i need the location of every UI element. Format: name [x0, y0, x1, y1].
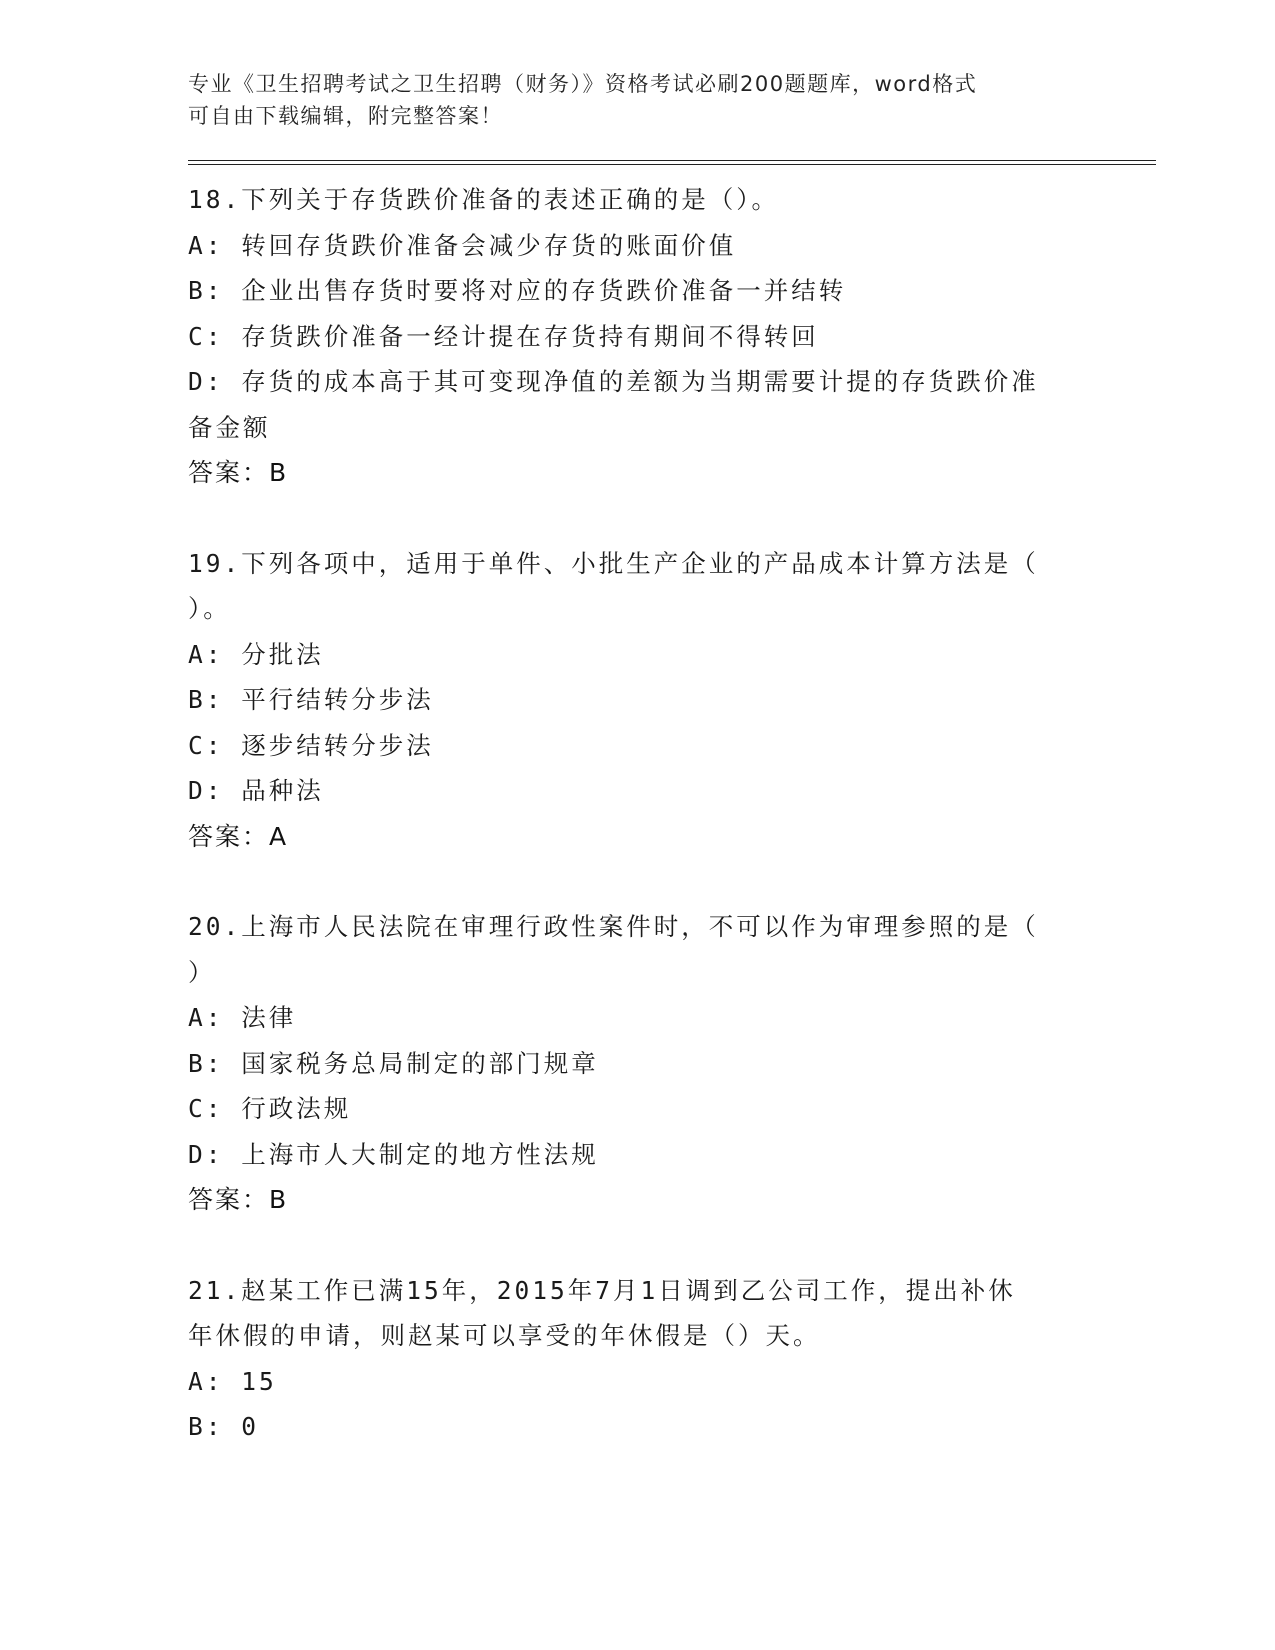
question-19 — [188, 541, 1088, 860]
header-line-2: 可自由下载编辑，附完整答案！ — [188, 104, 503, 128]
answer-label: 答案：B — [188, 458, 289, 487]
option-a: A: 15 — [188, 1366, 277, 1396]
option-a: A: 法律 — [188, 1003, 297, 1032]
question-20 — [188, 904, 1088, 1223]
option-a: A: 转回存货跌价准备会减少存货的账面价值 — [188, 230, 737, 260]
answer-label: 答案：A — [188, 821, 289, 851]
question-stem: 21.赵某工作已满15年，2015年7月1日调到乙公司工作，提出补休 — [188, 1275, 1016, 1305]
option-b: B: 0 — [188, 1412, 260, 1441]
option-b: B: 平行结转分步法 — [188, 685, 434, 714]
option-d: D: 存货的成本高于其可变现净值的差额为当期需要计提的存货跌价准 — [188, 367, 1039, 396]
option-c: C: 行政法规 — [188, 1094, 352, 1123]
question-stem: 19.下列各项中，适用于单件、小批生产企业的产品成本计算方法是（ — [188, 548, 1039, 578]
document-header — [188, 68, 1088, 132]
option-a: A: 分批法 — [188, 639, 324, 669]
header-line-1: 专业《卫生招聘考试之卫生招聘（财务）》资格考试必刷200题题库，word格式 — [188, 72, 978, 96]
option-d: D: 品种法 — [188, 776, 324, 805]
question-18 — [188, 177, 1088, 496]
document-page — [188, 68, 1088, 1450]
option-b: B: 企业出售存货时要将对应的存货跌价准备一并结转 — [188, 276, 847, 305]
question-stem: 18.下列关于存货跌价准备的表述正确的是（）。 — [188, 185, 779, 214]
header-double-rule — [188, 160, 1156, 165]
question-stem-continued: ）。 — [188, 594, 231, 623]
question-stem-continued: ） — [188, 957, 216, 987]
option-d-continued: 备金额 — [188, 412, 271, 442]
option-c: C: 逐步结转分步法 — [188, 730, 434, 760]
option-d: D: 上海市人大制定的地方性法规 — [188, 1139, 599, 1169]
question-stem-continued: 年休假的申请，则赵某可以享受的年休假是（）天。 — [188, 1321, 821, 1350]
option-c: C: 存货跌价准备一经计提在存货持有期间不得转回 — [188, 321, 819, 351]
question-stem: 20.上海市人民法院在审理行政性案件时，不可以作为审理参照的是（ — [188, 912, 1039, 941]
question-21 — [188, 1268, 1088, 1450]
option-b: B: 国家税务总局制定的部门规章 — [188, 1048, 599, 1078]
answer-label: 答案：B — [188, 1185, 289, 1214]
